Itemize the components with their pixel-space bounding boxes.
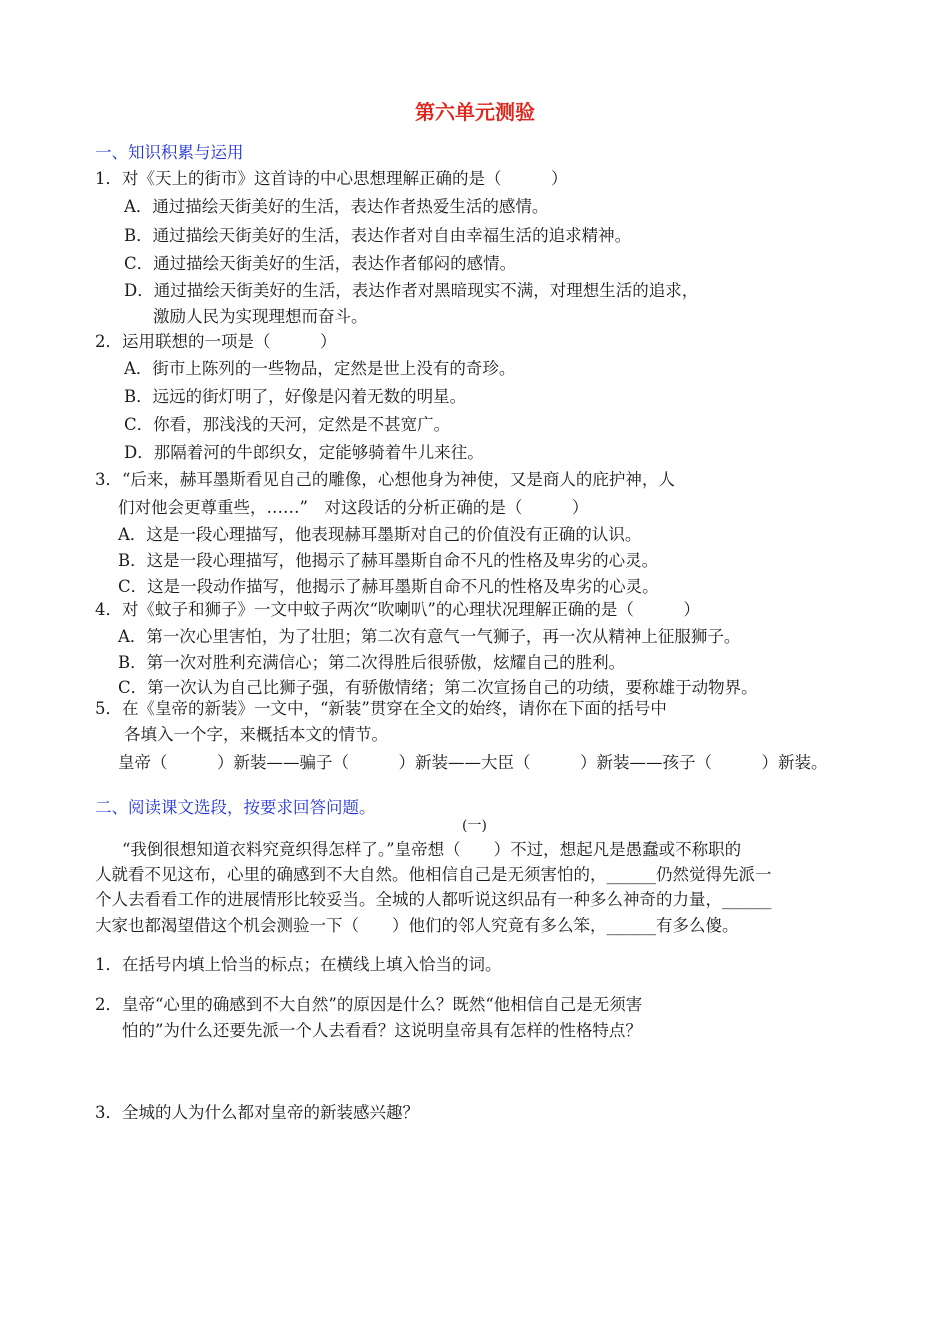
passage-line-1: “我倒很想知道衣料究竟织得怎样了。”皇帝想（ ）不过，想起凡是愚蠢或不称职的 [122, 840, 742, 859]
q1-option-a: A．通过描绘天街美好的生活，表达作者热爱生活的感情。 [124, 197, 549, 216]
q2-option-d: D．那隔着河的牛郎织女，定能够骑着牛儿来往。 [124, 443, 484, 462]
page-title: 第六单元测验 [415, 100, 535, 124]
reading-q1: 1．在括号内填上恰当的标点；在横线上填入恰当的词。 [95, 955, 502, 974]
passage-line-4: 大家也都渴望借这个机会测验一下（ ）他们的邻人究竟有多么笨，______有多么傻。 [95, 916, 739, 935]
q4-option-c: C．第一次认为自己比狮子强，有骄傲情绪；第二次宣扬自己的功绩，要称雄于动物界。 [118, 678, 758, 697]
q1-option-b: B．通过描绘天街美好的生活，表达作者对自由幸福生活的追求精神。 [124, 226, 632, 245]
q2-option-b: B．远远的街灯明了，好像是闪着无数的明星。 [124, 387, 467, 406]
q4-option-a: A．第一次心里害怕，为了壮胆；第二次有意气一气狮子，再一次从精神上征服狮子。 [118, 627, 741, 646]
q3-option-a: A．这是一段心理描写，他表现赫耳墨斯对自己的价值没有正确的认识。 [118, 525, 642, 544]
q5-blanks: 皇帝（ ）新装——骗子（ ）新装——大臣（ ）新装——孩子（ ）新装。 [118, 753, 828, 772]
passage-line-3: 个人去看看工作的进展情形比较妥当。全城的人都听说这织品有一种多么神奇的力量，______ [95, 890, 772, 909]
q5-stem: 5．在《皇帝的新装》一文中，“新装”贯穿在全文的始终，请你在下面的括号中 [95, 699, 667, 718]
q3-stem-cont: 们对他会更尊重些，……” 对这段话的分析正确的是（ ） [118, 498, 589, 517]
q2-option-c: C．你看，那浅浅的天河，定然是不甚宽广。 [124, 415, 451, 434]
q4-option-b: B．第一次对胜利充满信心；第二次得胜后很骄傲，炫耀自己的胜利。 [118, 653, 626, 672]
q5-stem-cont: 各填入一个字，来概括本文的情节。 [124, 725, 388, 744]
q2-option-a: A．街市上陈列的一些物品，定然是世上没有的奇珍。 [124, 359, 516, 378]
q4-stem: 4．对《蚊子和狮子》一文中蚊子两次“吹喇叭”的心理状况理解正确的是（ ） [95, 600, 700, 619]
passage-label: (一) [462, 818, 487, 834]
q1-option-d-cont: 激励人民为实现理想而奋斗。 [153, 307, 368, 326]
reading-q2-cont: 怕的”为什么还要先派一个人去看看？这说明皇帝具有怎样的性格特点？ [122, 1021, 642, 1040]
q3-option-b: B．这是一段心理描写，他揭示了赫耳墨斯自命不凡的性格及卑劣的心灵。 [118, 551, 659, 570]
passage-line-2: 人就看不见这布，心里的确感到不大自然。他相信自己是无须害怕的，______仍然觉得先派一 [95, 865, 772, 884]
reading-q2: 2．皇帝“心里的确感到不大自然”的原因是什么？既然“他相信自己是无须害 [95, 995, 643, 1014]
q3-stem: 3．“后来，赫耳墨斯看见自己的雕像，心想他身为神使，又是商人的庇护神，人 [95, 470, 675, 489]
q3-option-c: C．这是一段动作描写，他揭示了赫耳墨斯自命不凡的性格及卑劣的心灵。 [118, 577, 659, 596]
section1-heading: 一、知识积累与运用 [95, 143, 244, 162]
section2-heading: 二、阅读课文选段，按要求回答问题。 [95, 798, 376, 817]
reading-q3: 3．全城的人为什么都对皇帝的新装感兴趣？ [95, 1103, 419, 1122]
q1-option-c: C．通过描绘天街美好的生活，表达作者郁闷的感情。 [124, 254, 517, 273]
q1-stem: 1．对《天上的街市》这首诗的中心思想理解正确的是（ ） [95, 169, 568, 188]
q1-option-d: D．通过描绘天街美好的生活，表达作者对黑暗现实不满，对理想生活的追求， [124, 281, 699, 300]
q2-stem: 2．运用联想的一项是（ ） [95, 332, 337, 351]
